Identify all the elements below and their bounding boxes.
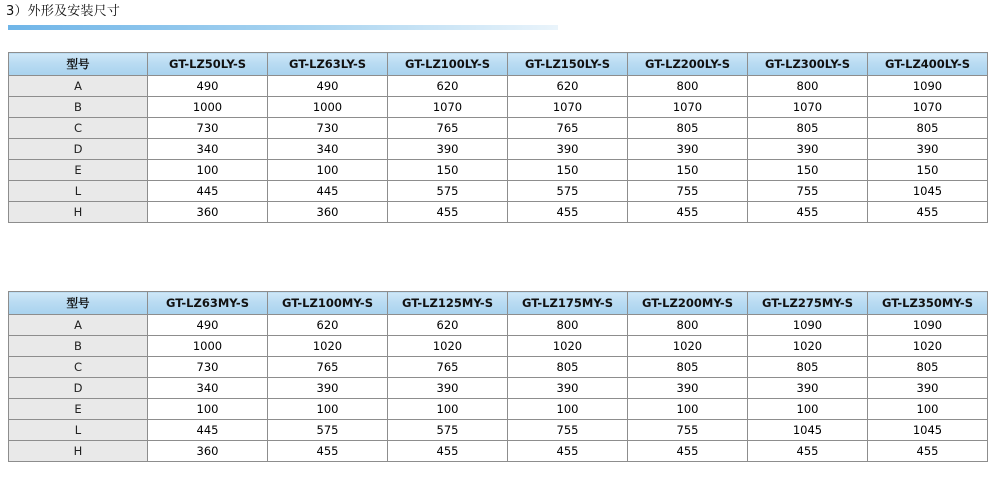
cell-value: 805 — [868, 118, 988, 139]
cell-value: 390 — [628, 378, 748, 399]
cell-value: 1000 — [148, 97, 268, 118]
cell-value: 340 — [148, 139, 268, 160]
cell-value: 390 — [508, 378, 628, 399]
cell-value: 390 — [868, 378, 988, 399]
table-row — [9, 139, 988, 160]
cell-value: 730 — [268, 118, 388, 139]
cell-value: 755 — [628, 420, 748, 441]
row-label: H — [9, 441, 148, 462]
column-header-5: GT-LZ200MY-S — [628, 292, 748, 315]
row-label: D — [9, 139, 148, 160]
cell-value: 100 — [748, 399, 868, 420]
cell-value: 765 — [508, 118, 628, 139]
cell-value: 445 — [148, 420, 268, 441]
cell-value: 150 — [628, 160, 748, 181]
cell-value: 150 — [748, 160, 868, 181]
cell-value: 150 — [508, 160, 628, 181]
cell-value: 100 — [268, 399, 388, 420]
dimensions-table-my — [8, 291, 988, 462]
row-label: C — [9, 118, 148, 139]
cell-value: 340 — [148, 378, 268, 399]
row-label: A — [9, 315, 148, 336]
cell-value: 490 — [148, 315, 268, 336]
cell-value: 575 — [508, 181, 628, 202]
table-header-row — [9, 53, 988, 76]
row-label: L — [9, 420, 148, 441]
table-row — [9, 97, 988, 118]
cell-value: 390 — [748, 139, 868, 160]
row-label: C — [9, 357, 148, 378]
table-row — [9, 357, 988, 378]
cell-value: 800 — [748, 76, 868, 97]
cell-value: 455 — [508, 202, 628, 223]
cell-value: 1020 — [868, 336, 988, 357]
cell-value: 575 — [268, 420, 388, 441]
cell-value: 455 — [748, 441, 868, 462]
cell-value: 620 — [268, 315, 388, 336]
table-row — [9, 420, 988, 441]
cell-value: 100 — [628, 399, 748, 420]
cell-value: 1070 — [508, 97, 628, 118]
cell-value: 390 — [628, 139, 748, 160]
cell-value: 360 — [148, 441, 268, 462]
table-row — [9, 399, 988, 420]
cell-value: 455 — [748, 202, 868, 223]
cell-value: 150 — [868, 160, 988, 181]
cell-value: 620 — [388, 76, 508, 97]
table-row — [9, 378, 988, 399]
cell-value: 1045 — [868, 181, 988, 202]
cell-value: 100 — [508, 399, 628, 420]
cell-value: 805 — [748, 357, 868, 378]
cell-value: 1020 — [508, 336, 628, 357]
cell-value: 1000 — [148, 336, 268, 357]
cell-value: 1000 — [268, 97, 388, 118]
row-label: D — [9, 378, 148, 399]
cell-value: 455 — [388, 441, 508, 462]
cell-value: 100 — [868, 399, 988, 420]
table-row — [9, 336, 988, 357]
row-label: E — [9, 160, 148, 181]
cell-value: 1070 — [868, 97, 988, 118]
cell-value: 1020 — [268, 336, 388, 357]
column-header-model: 型号 — [9, 292, 148, 315]
cell-value: 575 — [388, 181, 508, 202]
column-header-model: 型号 — [9, 53, 148, 76]
cell-value: 755 — [628, 181, 748, 202]
cell-value: 455 — [868, 202, 988, 223]
cell-value: 455 — [868, 441, 988, 462]
cell-value: 390 — [508, 139, 628, 160]
cell-value: 765 — [268, 357, 388, 378]
cell-value: 805 — [868, 357, 988, 378]
column-header-6: GT-LZ275MY-S — [748, 292, 868, 315]
cell-value: 765 — [388, 357, 508, 378]
cell-value: 360 — [268, 202, 388, 223]
cell-value: 100 — [148, 399, 268, 420]
dimensions-table-ly — [8, 52, 988, 223]
cell-value: 1045 — [748, 420, 868, 441]
cell-value: 455 — [268, 441, 388, 462]
cell-value: 575 — [388, 420, 508, 441]
column-header-2: GT-LZ63LY-S — [268, 53, 388, 76]
column-header-1: GT-LZ50LY-S — [148, 53, 268, 76]
cell-value: 805 — [628, 357, 748, 378]
cell-value: 765 — [388, 118, 508, 139]
column-header-7: GT-LZ400LY-S — [868, 53, 988, 76]
column-header-5: GT-LZ200LY-S — [628, 53, 748, 76]
cell-value: 1020 — [748, 336, 868, 357]
row-label: H — [9, 202, 148, 223]
cell-value: 490 — [268, 76, 388, 97]
cell-value: 755 — [508, 420, 628, 441]
cell-value: 1070 — [628, 97, 748, 118]
heading-underline-rule — [8, 25, 558, 30]
table-row — [9, 118, 988, 139]
cell-value: 1070 — [388, 97, 508, 118]
cell-value: 455 — [508, 441, 628, 462]
table-row — [9, 76, 988, 97]
cell-value: 445 — [148, 181, 268, 202]
cell-value: 1090 — [868, 76, 988, 97]
column-header-7: GT-LZ350MY-S — [868, 292, 988, 315]
cell-value: 730 — [148, 118, 268, 139]
cell-value: 360 — [148, 202, 268, 223]
column-header-4: GT-LZ175MY-S — [508, 292, 628, 315]
dimensions-table-ly-wrapper — [8, 52, 987, 223]
column-header-3: GT-LZ100LY-S — [388, 53, 508, 76]
column-header-1: GT-LZ63MY-S — [148, 292, 268, 315]
cell-value: 800 — [628, 315, 748, 336]
table-row — [9, 315, 988, 336]
cell-value: 390 — [388, 378, 508, 399]
cell-value: 150 — [388, 160, 508, 181]
cell-value: 805 — [508, 357, 628, 378]
cell-value: 800 — [628, 76, 748, 97]
cell-value: 1020 — [628, 336, 748, 357]
table-row — [9, 160, 988, 181]
cell-value: 755 — [748, 181, 868, 202]
table-row — [9, 181, 988, 202]
cell-value: 800 — [508, 315, 628, 336]
table-header-row — [9, 292, 988, 315]
cell-value: 390 — [868, 139, 988, 160]
cell-value: 805 — [628, 118, 748, 139]
table-row — [9, 441, 988, 462]
section-heading: 3）外形及安装尺寸 — [6, 4, 121, 19]
cell-value: 620 — [508, 76, 628, 97]
row-label: A — [9, 76, 148, 97]
cell-value: 445 — [268, 181, 388, 202]
cell-value: 730 — [148, 357, 268, 378]
cell-value: 100 — [268, 160, 388, 181]
cell-value: 455 — [388, 202, 508, 223]
row-label: E — [9, 399, 148, 420]
column-header-2: GT-LZ100MY-S — [268, 292, 388, 315]
row-label: L — [9, 181, 148, 202]
column-header-4: GT-LZ150LY-S — [508, 53, 628, 76]
cell-value: 1020 — [388, 336, 508, 357]
cell-value: 1090 — [748, 315, 868, 336]
table-row — [9, 202, 988, 223]
cell-value: 620 — [388, 315, 508, 336]
row-label: B — [9, 336, 148, 357]
cell-value: 100 — [388, 399, 508, 420]
column-header-3: GT-LZ125MY-S — [388, 292, 508, 315]
cell-value: 390 — [748, 378, 868, 399]
cell-value: 455 — [628, 202, 748, 223]
cell-value: 1090 — [868, 315, 988, 336]
row-label: B — [9, 97, 148, 118]
cell-value: 1045 — [868, 420, 988, 441]
cell-value: 100 — [148, 160, 268, 181]
cell-value: 390 — [388, 139, 508, 160]
cell-value: 1070 — [748, 97, 868, 118]
cell-value: 390 — [268, 378, 388, 399]
column-header-6: GT-LZ300LY-S — [748, 53, 868, 76]
dimensions-table-my-wrapper — [8, 291, 987, 462]
cell-value: 455 — [628, 441, 748, 462]
cell-value: 340 — [268, 139, 388, 160]
cell-value: 805 — [748, 118, 868, 139]
cell-value: 490 — [148, 76, 268, 97]
